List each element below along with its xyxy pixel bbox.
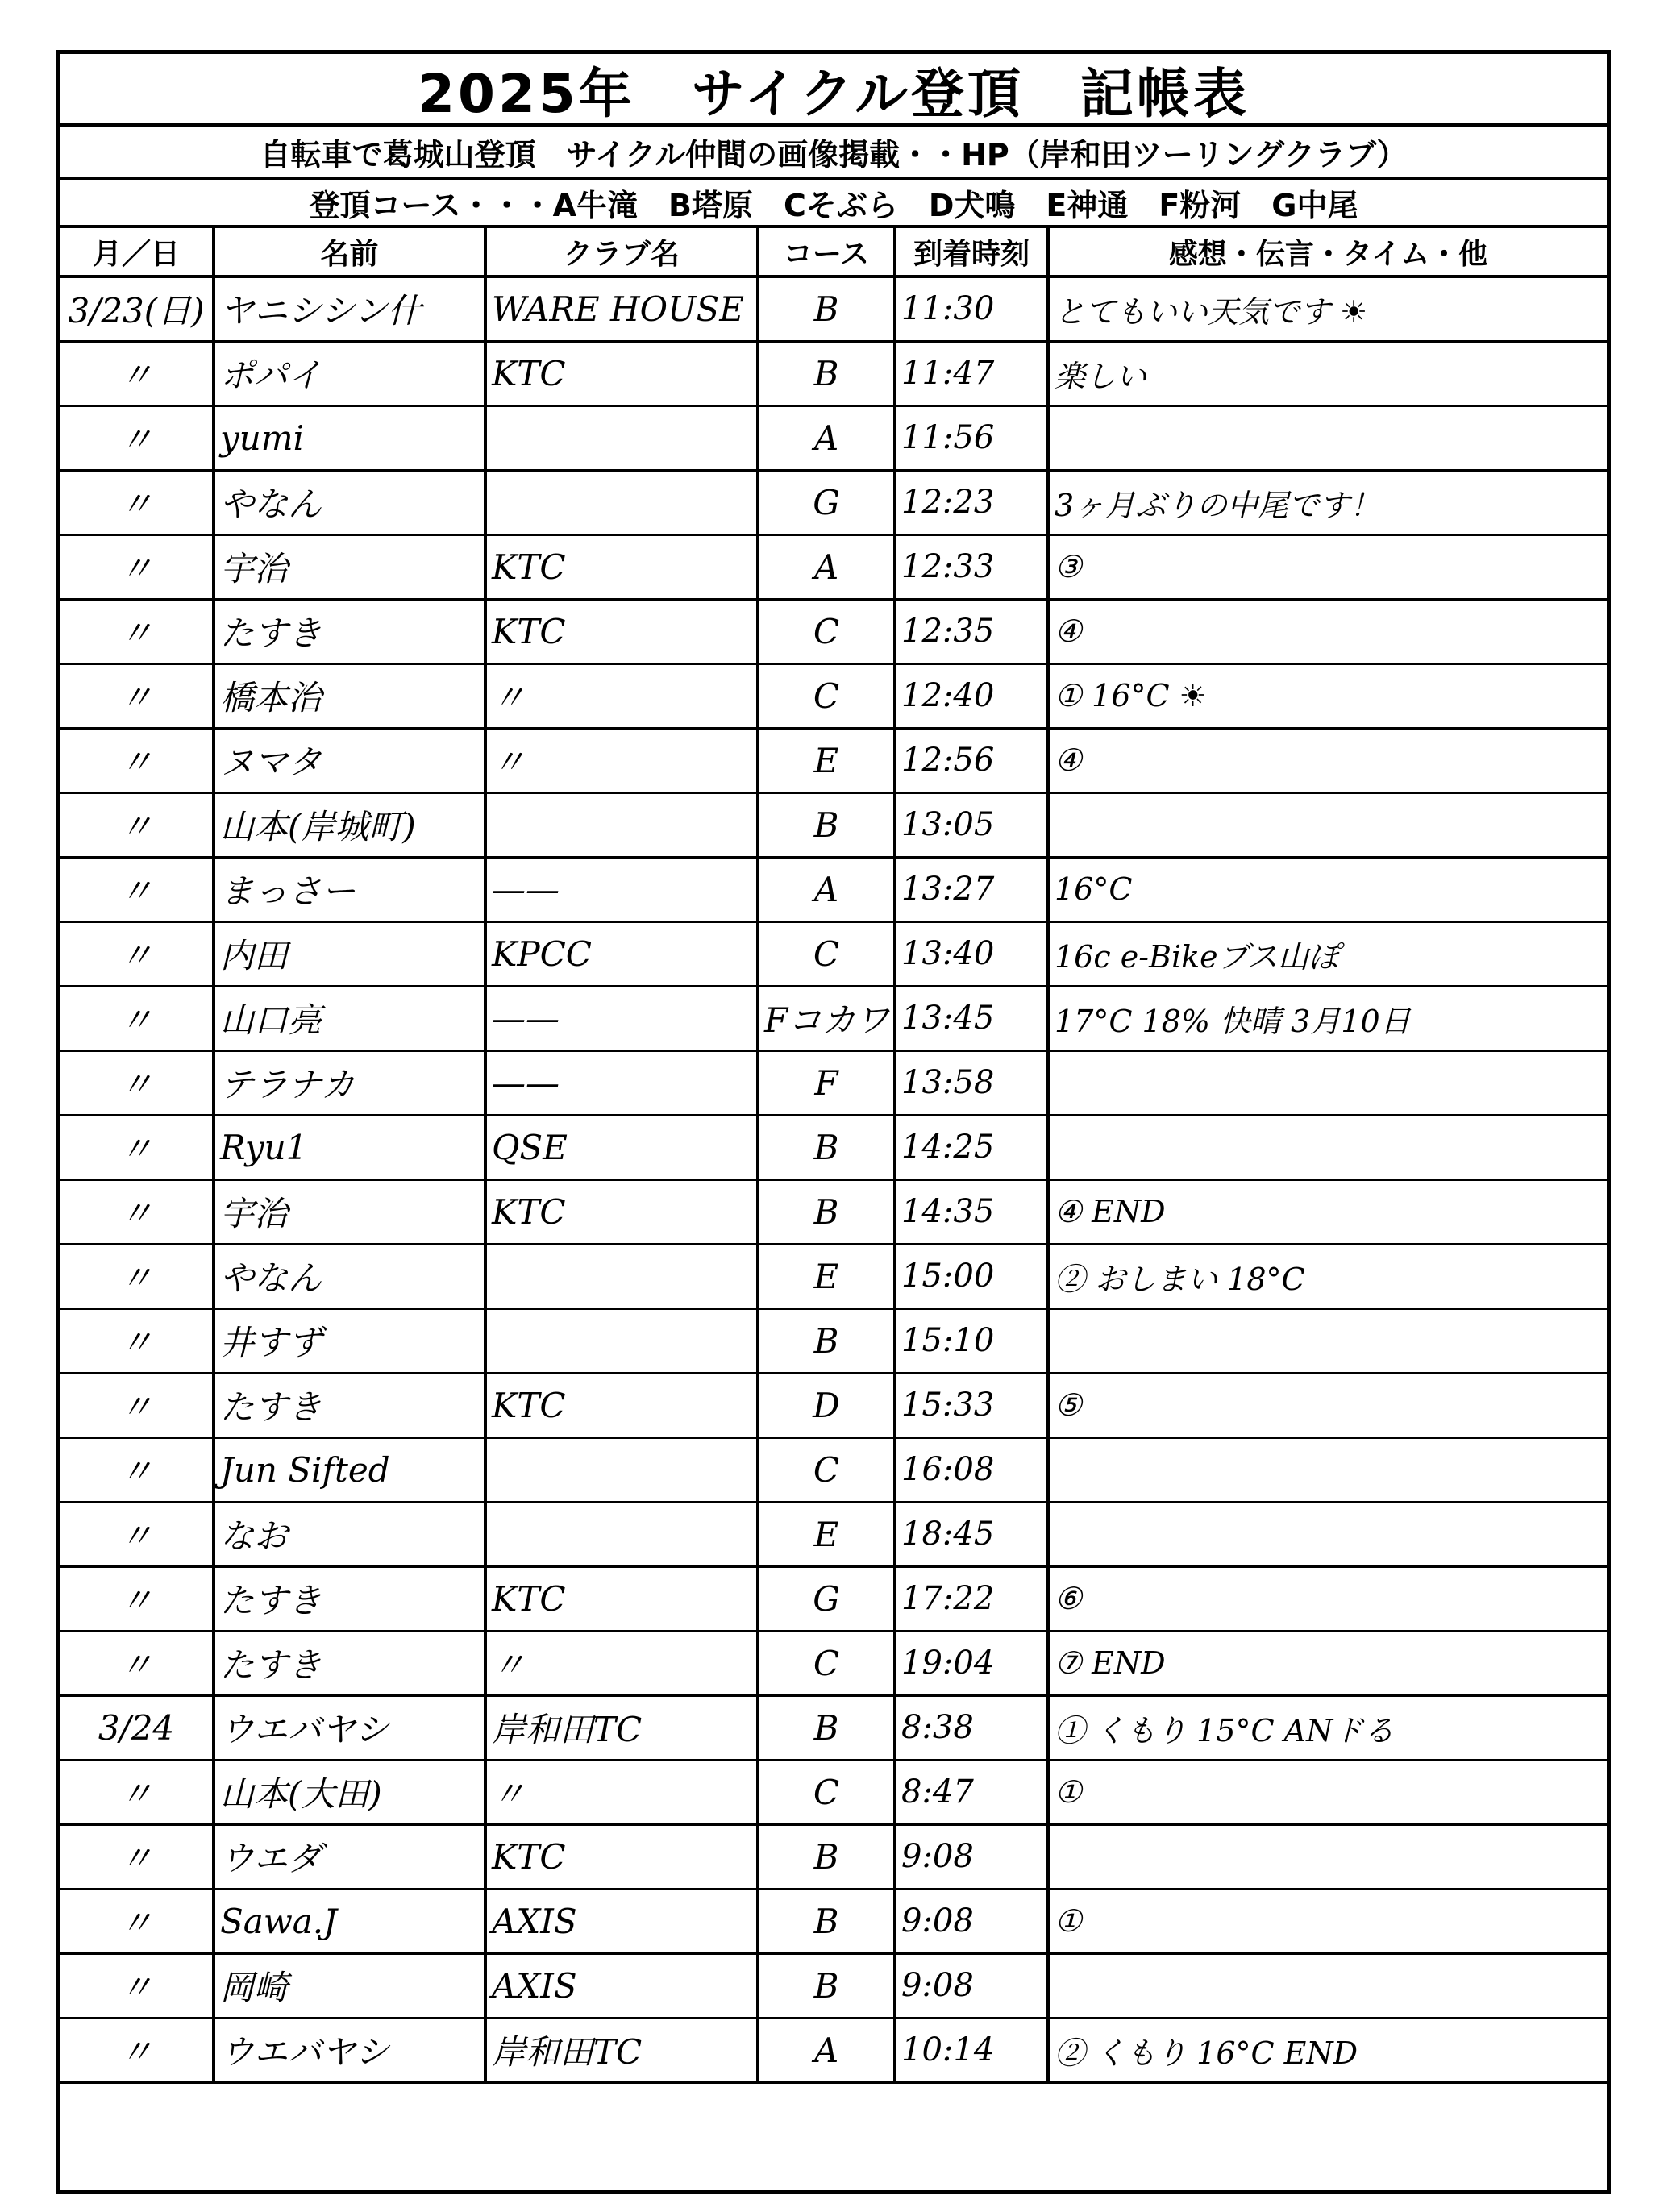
time-cell: 19:04 — [895, 1631, 1048, 1695]
date-cell: 〃 — [60, 728, 214, 792]
time-cell: 10:14 — [895, 2018, 1048, 2082]
time-cell: 13:40 — [895, 921, 1048, 986]
time-cell: 17:22 — [895, 1566, 1048, 1631]
col-header-name: 名前 — [214, 228, 485, 276]
club-cell: 〃 — [485, 1631, 758, 1695]
course-cell: B — [758, 1824, 895, 1889]
note-cell: ④ — [1048, 599, 1607, 663]
course-legend: 登頂コース・・・A牛滝 B塔原 Cそぶら D犬鳴 E神通 F粉河 G中尾 — [60, 180, 1607, 228]
course-cell: E — [758, 1502, 895, 1566]
table-row — [60, 1115, 1607, 1179]
date-cell: 〃 — [60, 470, 214, 534]
club-cell: 〃 — [485, 663, 758, 728]
club-cell — [485, 1308, 758, 1373]
course-cell: F — [758, 1050, 895, 1115]
club-cell: KTC — [485, 534, 758, 599]
course-cell: B — [758, 276, 895, 341]
date-cell: 3/24 — [60, 1695, 214, 1760]
time-cell: 13:27 — [895, 857, 1048, 921]
note-cell: 16°C — [1048, 857, 1607, 921]
date-cell: 〃 — [60, 1115, 214, 1179]
date-cell: 〃 — [60, 1631, 214, 1695]
date-cell: 3/23(日) — [60, 276, 214, 341]
table-row — [60, 1695, 1607, 1760]
course-cell: B — [758, 1179, 895, 1244]
date-cell: 〃 — [60, 341, 214, 405]
date-cell: 〃 — [60, 792, 214, 857]
date-cell: 〃 — [60, 1437, 214, 1502]
table-row — [60, 1953, 1607, 2018]
note-cell — [1048, 405, 1607, 470]
note-cell: 楽しい — [1048, 341, 1607, 405]
date-cell: 〃 — [60, 1889, 214, 1953]
note-cell — [1048, 792, 1607, 857]
col-header-course: コース — [758, 228, 895, 276]
name-cell: 宇治 — [214, 534, 485, 599]
time-cell: 11:47 — [895, 341, 1048, 405]
club-cell — [485, 470, 758, 534]
date-cell: 〃 — [60, 1373, 214, 1437]
club-cell: 〃 — [485, 1760, 758, 1824]
club-cell: 岸和田TC — [485, 1695, 758, 1760]
time-cell: 11:56 — [895, 405, 1048, 470]
table-row — [60, 1373, 1607, 1437]
club-cell — [485, 1244, 758, 1308]
table-row — [60, 792, 1607, 857]
name-cell: まっさー — [214, 857, 485, 921]
name-cell: 山口亮 — [214, 986, 485, 1050]
col-header-time: 到着時刻 — [895, 228, 1048, 276]
course-cell: C — [758, 1760, 895, 1824]
club-cell: KTC — [485, 599, 758, 663]
name-cell: ウエダ — [214, 1824, 485, 1889]
time-cell: 9:08 — [895, 1953, 1048, 2018]
club-cell: KPCC — [485, 921, 758, 986]
time-cell: 12:40 — [895, 663, 1048, 728]
course-cell: B — [758, 1889, 895, 1953]
date-cell: 〃 — [60, 663, 214, 728]
name-cell: 内田 — [214, 921, 485, 986]
time-cell: 12:23 — [895, 470, 1048, 534]
note-cell: とてもいい天気です ☀ — [1048, 276, 1607, 341]
note-cell: ① くもり 15°C ANドる — [1048, 1695, 1607, 1760]
date-cell: 〃 — [60, 599, 214, 663]
note-cell — [1048, 1953, 1607, 2018]
name-cell: たすき — [214, 1566, 485, 1631]
table-row — [60, 1566, 1607, 1631]
name-cell: 井すず — [214, 1308, 485, 1373]
course-cell: B — [758, 341, 895, 405]
table-row — [60, 1437, 1607, 1502]
sheet-subtitle: 自転車で葛城山登頂 サイクル仲間の画像掲載・・HP（岸和田ツーリングクラブ） — [60, 127, 1607, 180]
time-cell: 11:30 — [895, 276, 1048, 341]
note-cell: ② くもり 16°C END — [1048, 2018, 1607, 2082]
table-row — [60, 1824, 1607, 1889]
note-cell: ① — [1048, 1889, 1607, 1953]
club-cell: AXIS — [485, 1889, 758, 1953]
date-cell: 〃 — [60, 986, 214, 1050]
name-cell: やなん — [214, 470, 485, 534]
time-cell: 13:58 — [895, 1050, 1048, 1115]
course-cell: C — [758, 1631, 895, 1695]
note-cell — [1048, 1824, 1607, 1889]
course-cell: B — [758, 792, 895, 857]
table-row — [60, 599, 1607, 663]
note-cell — [1048, 1502, 1607, 1566]
time-cell: 9:08 — [895, 1889, 1048, 1953]
table-row — [60, 405, 1607, 470]
table-row — [60, 470, 1607, 534]
name-cell: ヌマタ — [214, 728, 485, 792]
course-cell: A — [758, 534, 895, 599]
course-cell: B — [758, 1695, 895, 1760]
course-cell: D — [758, 1373, 895, 1437]
table-row — [60, 1244, 1607, 1308]
table-row — [60, 728, 1607, 792]
time-cell: 14:35 — [895, 1179, 1048, 1244]
note-cell: ② おしまい 18°C — [1048, 1244, 1607, 1308]
course-cell: A — [758, 857, 895, 921]
course-cell: C — [758, 921, 895, 986]
name-cell: Sawa.J — [214, 1889, 485, 1953]
course-cell: B — [758, 1953, 895, 2018]
col-header-club: クラブ名 — [485, 228, 758, 276]
header-row — [60, 228, 1607, 276]
club-cell: —— — [485, 986, 758, 1050]
table-row — [60, 857, 1607, 921]
date-cell: 〃 — [60, 534, 214, 599]
table-row — [60, 1502, 1607, 1566]
name-cell: なお — [214, 1502, 485, 1566]
table-row — [60, 921, 1607, 986]
course-cell: C — [758, 663, 895, 728]
date-cell: 〃 — [60, 1953, 214, 2018]
club-cell: —— — [485, 1050, 758, 1115]
name-cell: Ryu1 — [214, 1115, 485, 1179]
table-row — [60, 341, 1607, 405]
time-cell: 12:56 — [895, 728, 1048, 792]
col-header-date: 月／日 — [60, 228, 214, 276]
club-cell — [485, 405, 758, 470]
time-cell: 15:33 — [895, 1373, 1048, 1437]
course-cell: G — [758, 470, 895, 534]
note-cell: 17°C 18% 快晴 3月10日 — [1048, 986, 1607, 1050]
col-header-note: 感想・伝言・タイム・他 — [1048, 228, 1607, 276]
club-cell: AXIS — [485, 1953, 758, 2018]
course-cell: E — [758, 1244, 895, 1308]
note-cell: ① 16°C ☀ — [1048, 663, 1607, 728]
time-cell: 8:47 — [895, 1760, 1048, 1824]
table-row — [60, 1760, 1607, 1824]
name-cell: Jun Sifted — [214, 1437, 485, 1502]
name-cell: たすき — [214, 1373, 485, 1437]
course-cell: E — [758, 728, 895, 792]
club-cell: QSE — [485, 1115, 758, 1179]
time-cell: 12:35 — [895, 599, 1048, 663]
time-cell: 13:45 — [895, 986, 1048, 1050]
note-cell: ④ — [1048, 728, 1607, 792]
course-cell: A — [758, 2018, 895, 2082]
table-row — [60, 2018, 1607, 2082]
note-cell: ⑤ — [1048, 1373, 1607, 1437]
club-cell: WARE HOUSE — [485, 276, 758, 341]
course-cell: B — [758, 1115, 895, 1179]
note-cell — [1048, 1437, 1607, 1502]
date-cell: 〃 — [60, 857, 214, 921]
table-row — [60, 1179, 1607, 1244]
name-cell: たすき — [214, 599, 485, 663]
name-cell: やなん — [214, 1244, 485, 1308]
table-row — [60, 276, 1607, 341]
club-cell: KTC — [485, 1373, 758, 1437]
name-cell: 山本(岸城町) — [214, 792, 485, 857]
date-cell: 〃 — [60, 1179, 214, 1244]
course-cell: A — [758, 405, 895, 470]
note-cell: ① — [1048, 1760, 1607, 1824]
note-cell: ③ — [1048, 534, 1607, 599]
table-row — [60, 1631, 1607, 1695]
name-cell: ウエバヤシ — [214, 1695, 485, 1760]
name-cell: 岡崎 — [214, 1953, 485, 2018]
table-row — [60, 1889, 1607, 1953]
table-row — [60, 663, 1607, 728]
note-cell — [1048, 1308, 1607, 1373]
note-cell: ⑦ END — [1048, 1631, 1607, 1695]
club-cell: —— — [485, 857, 758, 921]
date-cell: 〃 — [60, 2018, 214, 2082]
name-cell: テラナカ — [214, 1050, 485, 1115]
log-table — [60, 228, 1607, 2084]
name-cell: 橋本治 — [214, 663, 485, 728]
note-cell: 3ヶ月ぶりの中尾です！ — [1048, 470, 1607, 534]
note-cell: 16c e-Bikeブス山ぽ — [1048, 921, 1607, 986]
table-row — [60, 986, 1607, 1050]
club-cell: KTC — [485, 1824, 758, 1889]
date-cell: 〃 — [60, 921, 214, 986]
note-cell — [1048, 1050, 1607, 1115]
course-cell: C — [758, 599, 895, 663]
date-cell: 〃 — [60, 1824, 214, 1889]
time-cell: 13:05 — [895, 792, 1048, 857]
name-cell: 山本(大田) — [214, 1760, 485, 1824]
date-cell: 〃 — [60, 1244, 214, 1308]
note-cell — [1048, 1115, 1607, 1179]
time-cell: 14:25 — [895, 1115, 1048, 1179]
table-row — [60, 1308, 1607, 1373]
date-cell: 〃 — [60, 1502, 214, 1566]
club-cell — [485, 1502, 758, 1566]
club-cell: KTC — [485, 1566, 758, 1631]
date-cell: 〃 — [60, 1566, 214, 1631]
log-rows — [60, 276, 1607, 2082]
time-cell: 15:10 — [895, 1308, 1048, 1373]
club-cell: 岸和田TC — [485, 2018, 758, 2082]
club-cell: KTC — [485, 1179, 758, 1244]
name-cell: 宇治 — [214, 1179, 485, 1244]
time-cell: 15:00 — [895, 1244, 1048, 1308]
log-sheet — [56, 50, 1611, 2194]
date-cell: 〃 — [60, 1760, 214, 1824]
club-cell: KTC — [485, 341, 758, 405]
name-cell: yumi — [214, 405, 485, 470]
time-cell: 9:08 — [895, 1824, 1048, 1889]
course-cell: G — [758, 1566, 895, 1631]
date-cell: 〃 — [60, 405, 214, 470]
time-cell: 16:08 — [895, 1437, 1048, 1502]
note-cell: ⑥ — [1048, 1566, 1607, 1631]
name-cell: ポパイ — [214, 341, 485, 405]
club-cell: 〃 — [485, 728, 758, 792]
course-cell: B — [758, 1308, 895, 1373]
date-cell: 〃 — [60, 1050, 214, 1115]
name-cell: たすき — [214, 1631, 485, 1695]
club-cell — [485, 792, 758, 857]
time-cell: 12:33 — [895, 534, 1048, 599]
table-row — [60, 1050, 1607, 1115]
course-cell: Fコカワ — [758, 986, 895, 1050]
time-cell: 8:38 — [895, 1695, 1048, 1760]
note-cell: ④ END — [1048, 1179, 1607, 1244]
date-cell: 〃 — [60, 1308, 214, 1373]
time-cell: 18:45 — [895, 1502, 1048, 1566]
club-cell — [485, 1437, 758, 1502]
name-cell: ヤニシシン什 — [214, 276, 485, 341]
table-row — [60, 534, 1607, 599]
name-cell: ウエバヤシ — [214, 2018, 485, 2082]
sheet-title: 2025年 サイクル登頂 記帳表 — [60, 54, 1607, 127]
course-cell: C — [758, 1437, 895, 1502]
